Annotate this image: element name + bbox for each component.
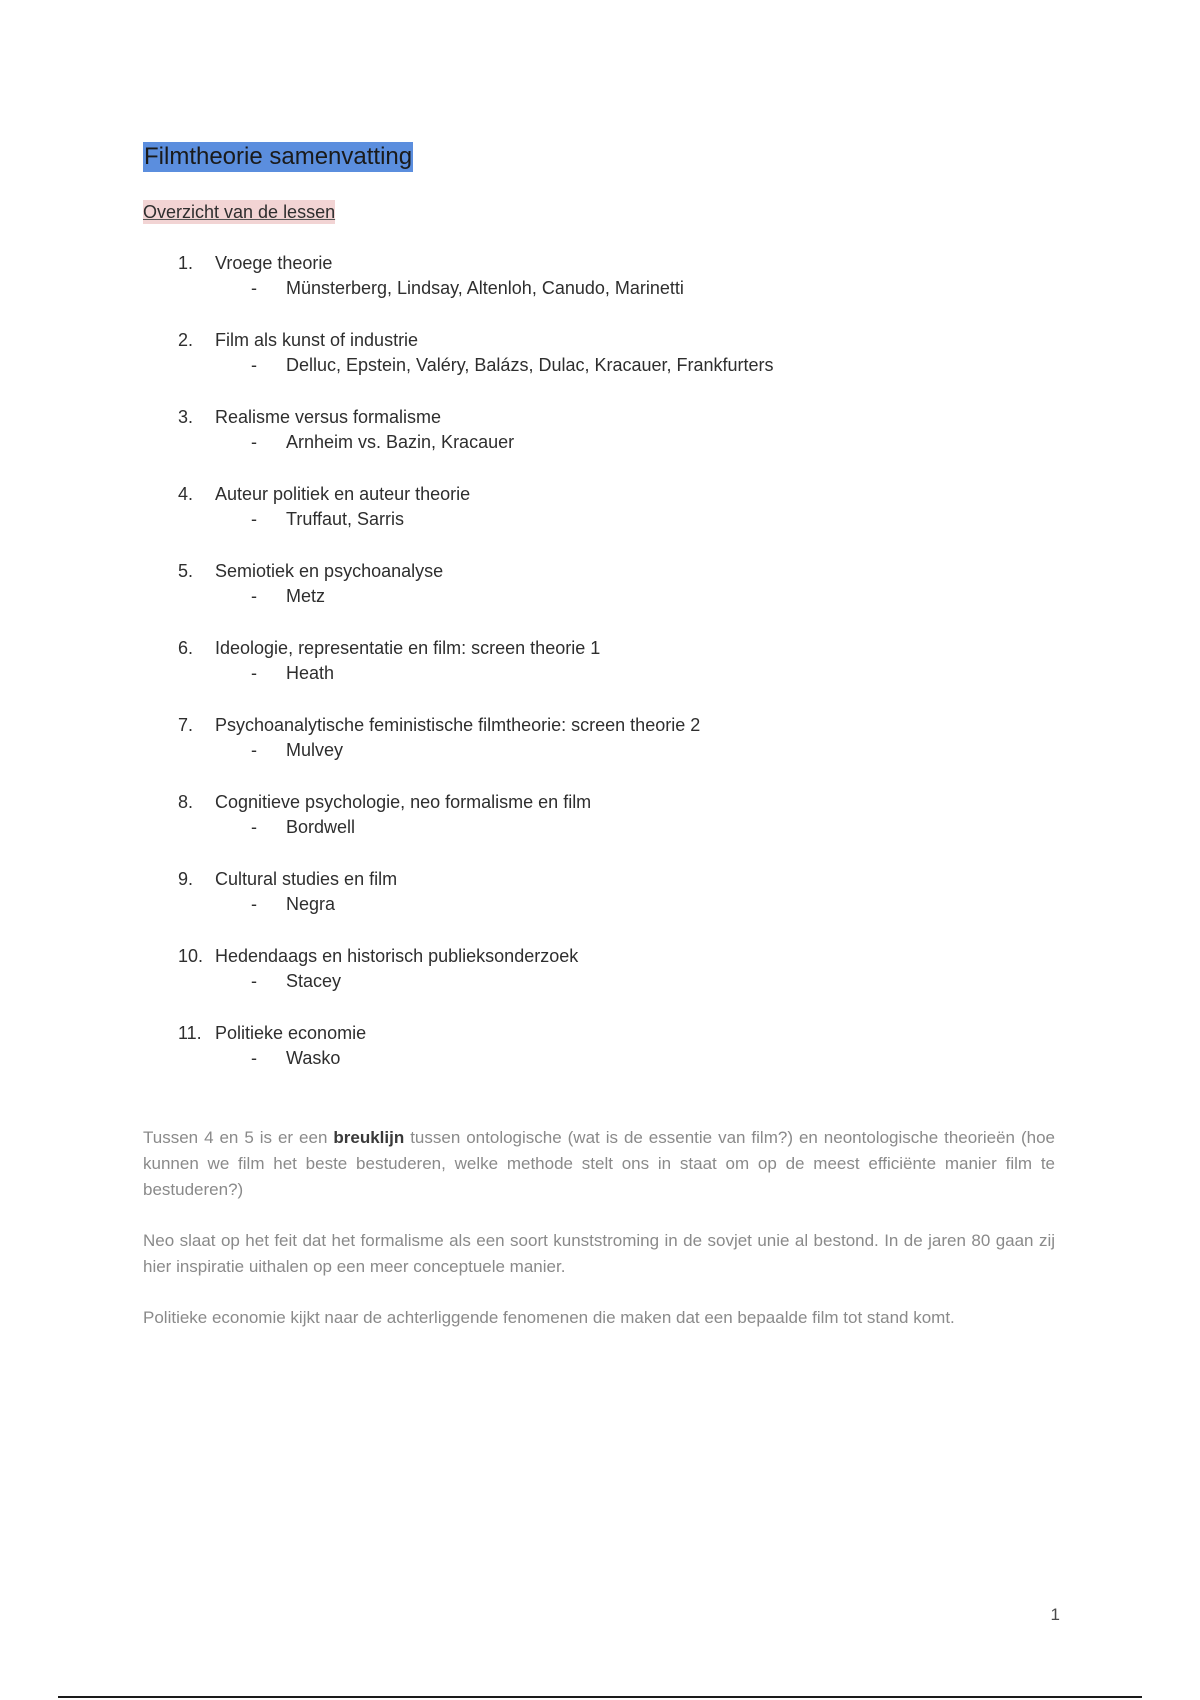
bullet-dash: - (251, 971, 257, 991)
lesson-title: Realisme versus formalisme (215, 407, 442, 427)
lesson-number: 11. (178, 1023, 202, 1043)
lesson-number: 8. (178, 792, 194, 812)
bullet-dash: - (251, 740, 257, 760)
page-number: 1 (1050, 1605, 1060, 1624)
page-bottom-divider (58, 1696, 1142, 1698)
lesson-title: Semiotiek en psychoanalyse (215, 561, 444, 581)
paragraph-breuklijn (143, 1125, 1055, 1203)
lesson-authors-text: Stacey (286, 971, 342, 991)
list-item (178, 482, 1078, 559)
list-item (178, 405, 1078, 482)
lesson-authors-text: Negra (286, 894, 336, 914)
lesson-number: 9. (178, 869, 194, 889)
list-item (178, 328, 1078, 405)
lesson-title: Cultural studies en film (215, 869, 398, 889)
list-item (178, 867, 1078, 944)
list-item (178, 790, 1078, 867)
bullet-dash: - (251, 894, 257, 914)
list-item (178, 1021, 1078, 1098)
bullet-dash: - (251, 278, 257, 298)
paragraph-text: Tussen 4 en 5 is er een (143, 1128, 334, 1147)
lesson-number: 2. (178, 330, 194, 350)
lesson-number: 3. (178, 407, 194, 427)
lesson-title: Ideologie, representatie en film: screen theorie 1 (215, 638, 601, 658)
bullet-dash: - (251, 1048, 257, 1068)
lesson-title: Vroege theorie (215, 253, 333, 273)
lesson-authors-text: Münsterberg, Lindsay, Altenloh, Canudo, Marinetti (286, 278, 684, 298)
lesson-authors-text: Arnheim vs. Bazin, Kracauer (286, 432, 515, 452)
lesson-number: 4. (178, 484, 194, 504)
lesson-authors-text: Metz (286, 586, 326, 606)
lesson-title: Auteur politiek en auteur theorie (215, 484, 471, 504)
list-item (178, 944, 1078, 1021)
document-title: Filmtheorie samenvatting (144, 143, 413, 170)
list-item (178, 713, 1078, 790)
paragraph-politieke-economie: Politieke economie kijkt naar de achterliggende fenomenen die maken dat een bepaalde film tot stand komt. (143, 1308, 955, 1327)
lesson-authors-text: Wasko (286, 1048, 341, 1068)
lesson-number: 1. (178, 253, 194, 273)
lesson-title: Psychoanalytische feministische filmtheorie: screen theorie 2 (215, 715, 701, 735)
lesson-authors-text: Bordwell (286, 817, 356, 837)
lesson-title: Film als kunst of industrie (215, 330, 419, 350)
bullet-dash: - (251, 586, 257, 606)
paragraph-neo: Neo slaat op het feit dat het formalisme als een soort kunststroming in de sovjet unie al bestond. In de jaren 80 gaan zij hier inspiratie uithalen op een meer conceptuele manier. (143, 1231, 1055, 1276)
lesson-title: Politieke economie (215, 1023, 367, 1043)
lesson-authors-text: Heath (286, 663, 335, 683)
lesson-title: Hedendaags en historisch publieksonderzoek (215, 946, 579, 966)
bullet-dash: - (251, 432, 257, 452)
list-item (178, 559, 1078, 636)
lesson-title: Cognitieve psychologie, neo formalisme en film (215, 792, 592, 812)
lesson-number: 7. (178, 715, 194, 735)
lesson-number: 10. (178, 946, 204, 966)
bullet-dash: - (251, 509, 257, 529)
lesson-authors-text: Delluc, Epstein, Valéry, Balázs, Dulac, Kracauer, Frankfurters (286, 355, 774, 375)
paragraph-text: tussen ontologische (wat is de essentie van film?) en neontologische theorieën (hoe kunnen we film het beste bestuderen, welke methode stelt ons in staat om op de meest efficiënte manier film te bestuderen?) (143, 1128, 1055, 1199)
lesson-number: 6. (178, 638, 194, 658)
list-item (178, 636, 1078, 713)
list-item (178, 251, 1078, 328)
lesson-authors-text: Mulvey (286, 740, 344, 760)
bullet-dash: - (251, 817, 257, 837)
lesson-number: 5. (178, 561, 194, 581)
bullet-dash: - (251, 355, 257, 375)
bold-term: breuklijn (333, 1128, 405, 1147)
lessons-list (178, 251, 1078, 1098)
lessons-overview-heading: Overzicht van de lessen (143, 202, 336, 222)
bullet-dash: - (251, 663, 257, 683)
lesson-authors-text: Truffaut, Sarris (286, 509, 405, 529)
